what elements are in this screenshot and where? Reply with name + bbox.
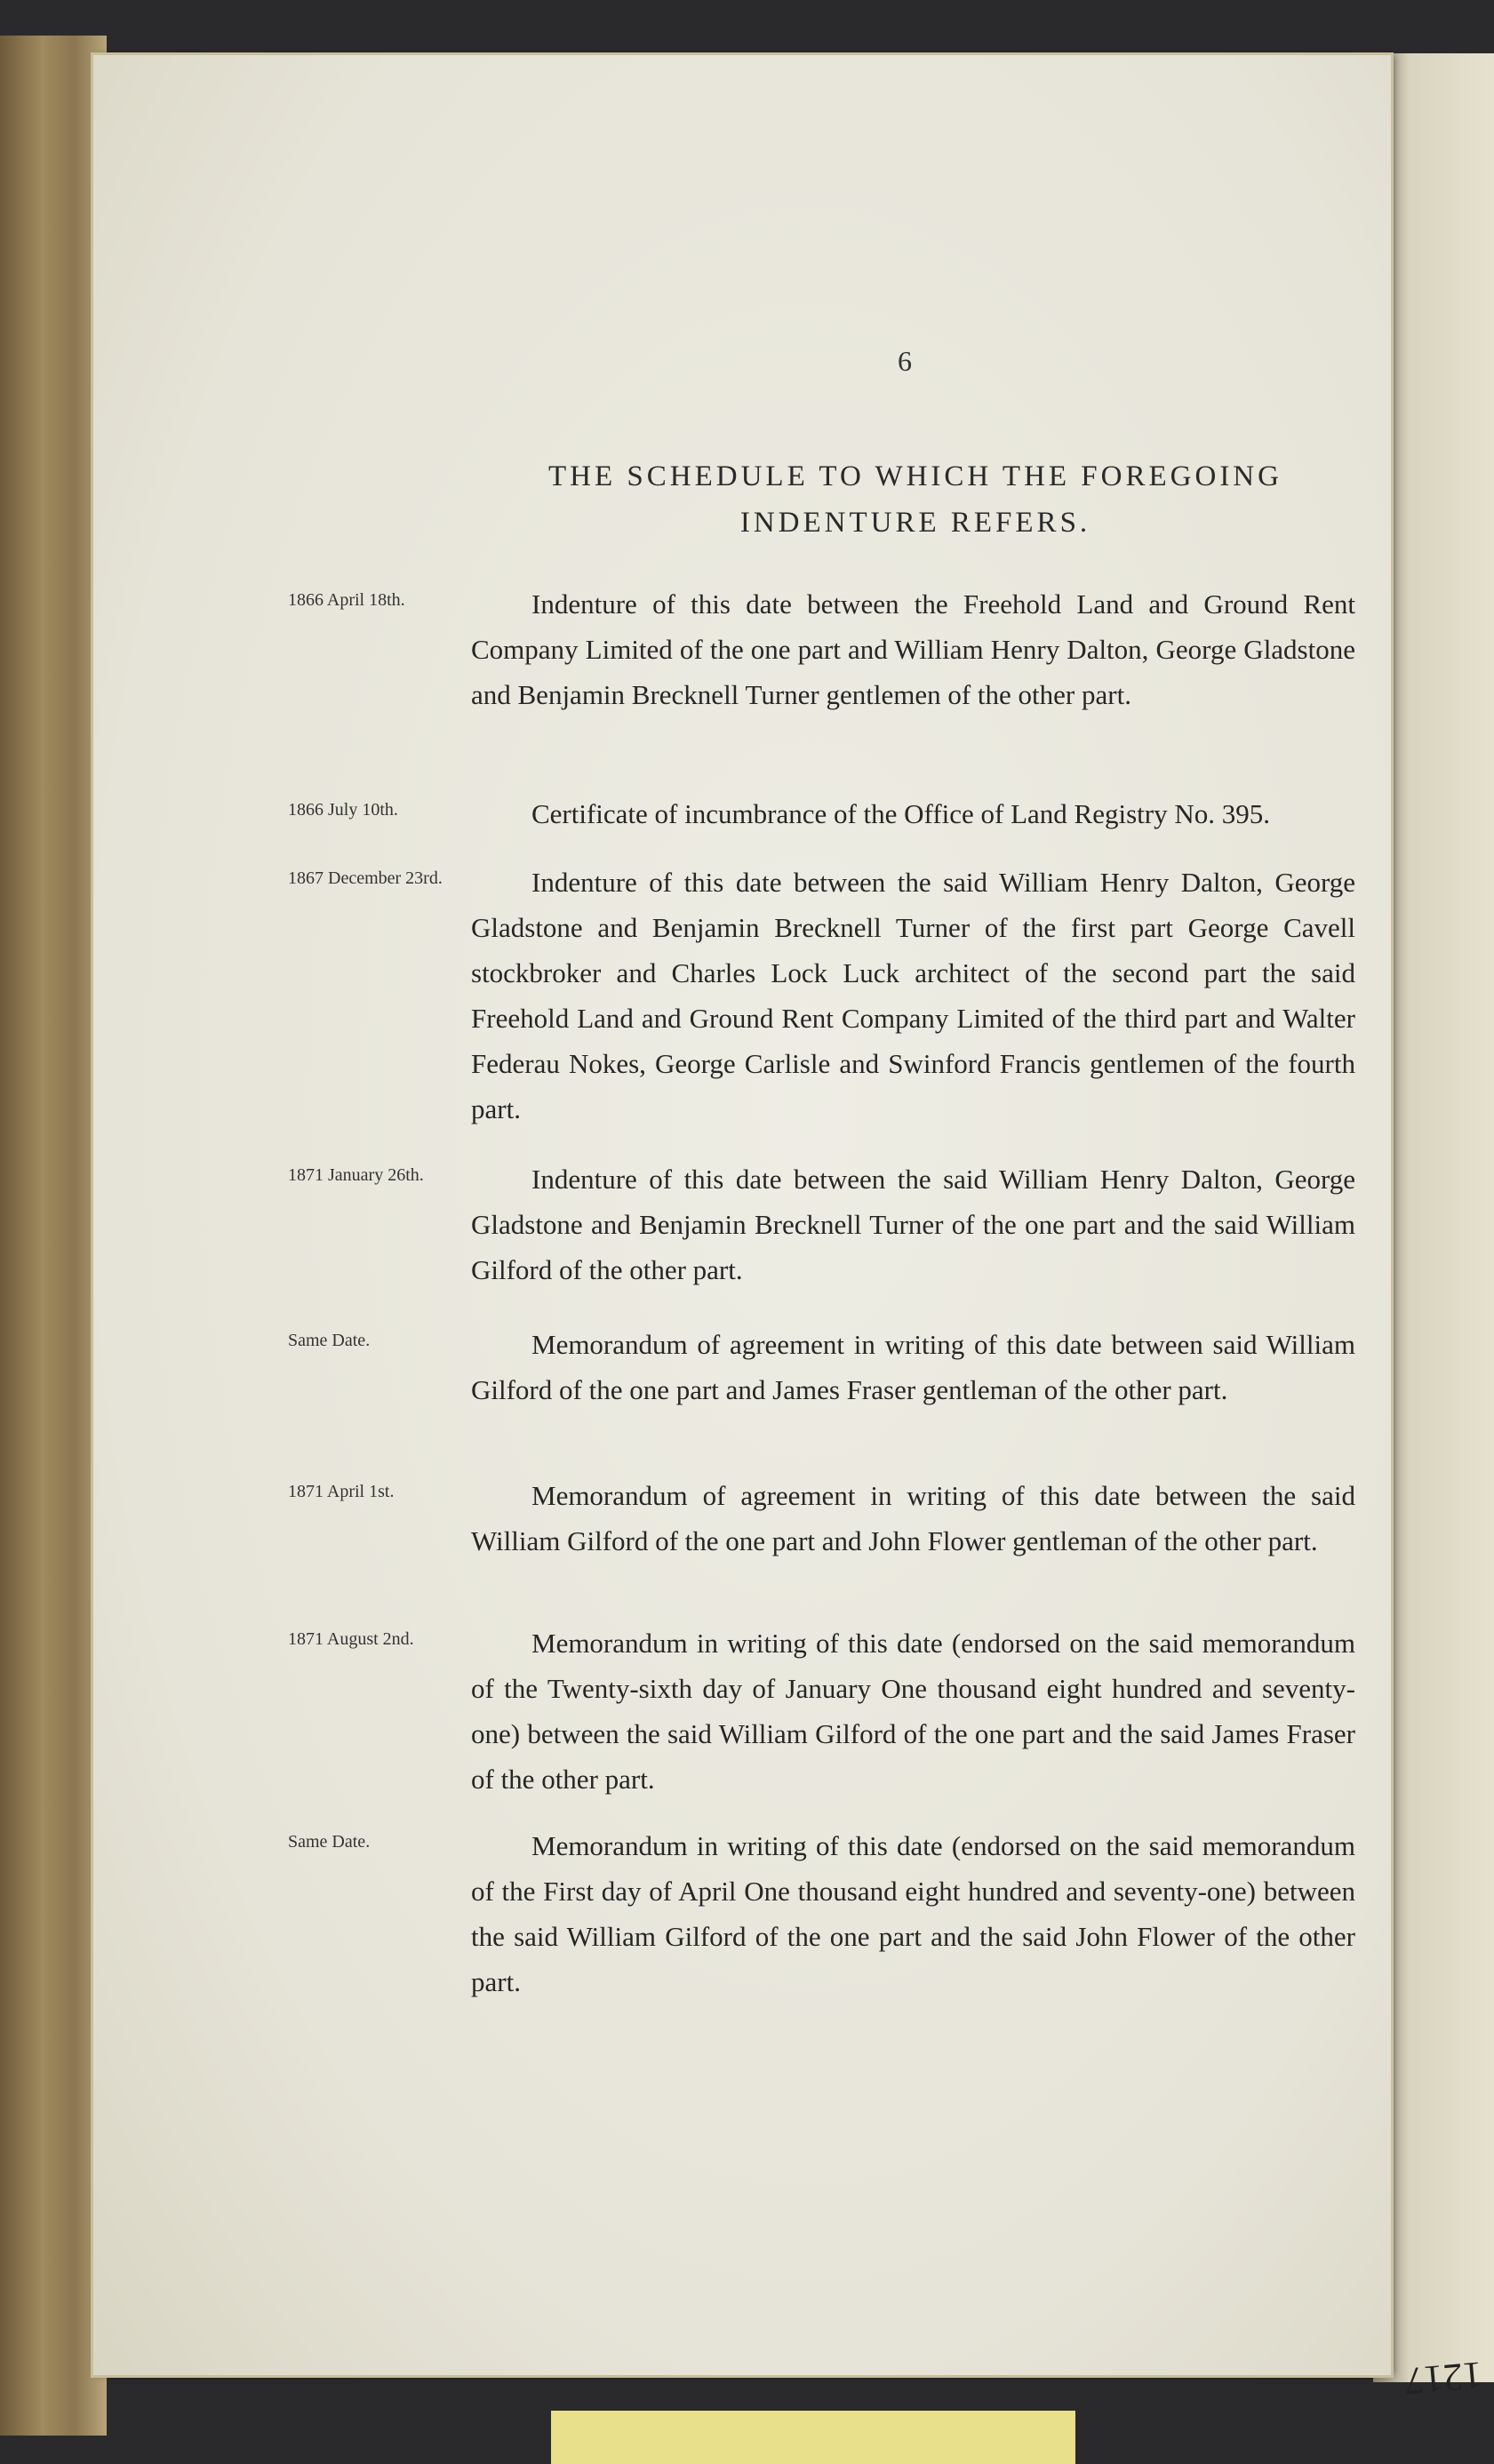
- facing-page-edge: [1373, 53, 1494, 2382]
- entry-text: Memorandum in writing of this date (endorsed on the said memorandum of the Twenty-sixth day of January One thousand eight hundred and seventy-one) between the said William Gilford of the one part and the said James Fraser of the other part.: [471, 1628, 1355, 1795]
- entry-date: 1866 July 10th.: [288, 800, 398, 820]
- entry-text: Memorandum in writing of this date (endorsed on the said memorandum of the First day of April One thousand eight hundred and seventy-one) between the said William Gilford of the one part and the said John Flower of the other part.: [471, 1830, 1355, 1997]
- entry-text: Certificate of incumbrance of the Office of Land Registry No. 395.: [531, 798, 1270, 829]
- entry-date: 1871 August 2nd.: [288, 1629, 414, 1649]
- entry-date: 1867 December 23rd.: [288, 868, 443, 888]
- page-number: 6: [898, 345, 912, 377]
- entry-date: Same Date.: [288, 1832, 371, 1852]
- entry-date: 1871 April 1st.: [288, 1482, 395, 1501]
- entry-text: Indenture of this date between the said William Henry Dalton, George Gladstone and Benjamin Brecknell Turner of the first part George Cavell stockbroker and Charles Lock Luck architect of the second part the said Freehold Land and Ground Rent Company Limited of the third part and Walter Federau Nokes, George Carlisle and Swinford Francis gentlemen of the fourth part.: [471, 867, 1355, 1124]
- entry-date: 1866 April 18th.: [288, 590, 405, 610]
- entry-text: Indenture of this date between the Freehold Land and Ground Rent Company Limited of the one part and William Henry Dalton, George Gladstone and Benjamin Brecknell Turner gentlemen of the other part.: [471, 588, 1355, 710]
- schedule-title: THE SCHEDULE TO WHICH THE FOREGOING INDENTURE REFERS.: [548, 460, 1282, 539]
- entry-text: Memorandum of agreement in writing of this date between the said William Gilford of the one part and John Flower gentleman of the other part.: [471, 1480, 1355, 1556]
- entry-date: Same Date.: [288, 1331, 371, 1350]
- entry-text: Memorandum of agreement in writing of this date between said William Gilford of the one part and James Fraser gentleman of the other part.: [471, 1329, 1355, 1405]
- paper-tab: [551, 2411, 1075, 2464]
- archive-label: 1217: [1402, 2353, 1484, 2404]
- entry-date: 1871 January 26th.: [288, 1165, 424, 1185]
- book-binding: [0, 36, 107, 2436]
- entry-text: Indenture of this date between the said William Henry Dalton, George Gladstone and Benjamin Brecknell Turner of the one part and the said William Gilford of the other part.: [471, 1164, 1355, 1285]
